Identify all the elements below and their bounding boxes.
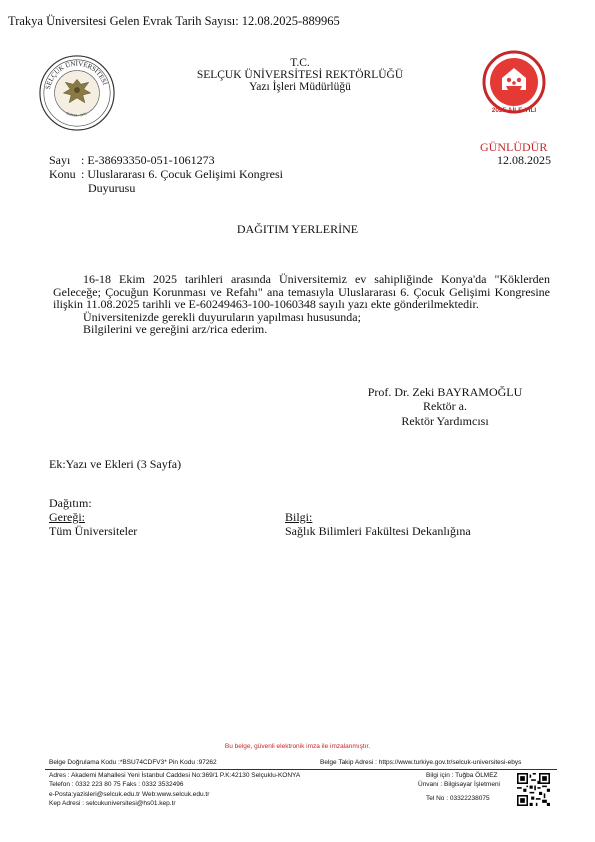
e-signature-note: Bu belge, güvenli elektronik imza ile imzalanmıştır. bbox=[224, 743, 371, 750]
info-title: Ünvanı : Bilgisayar İşletmeni bbox=[418, 781, 501, 788]
footer-email-web[interactable]: e-Posta:yazisleri@selcuk.edu.tr Web:www.selcuk.edu.tr bbox=[49, 791, 210, 798]
signer-title-2: Rektör Yardımcısı bbox=[401, 413, 489, 428]
signer-name: Prof. Dr. Zeki BAYRAMOĞLU bbox=[367, 385, 523, 399]
header-department: Yazı İşleri Müdürlüğü bbox=[249, 81, 351, 93]
family-year-caption: 2025 AİLE YILI bbox=[491, 107, 537, 114]
verification-code: Belge Doğrulama Kodu :*BSU74CDFV3* Pin Kodu :97262 bbox=[49, 759, 217, 766]
footer-kep: Kep Adresi : selcukuniversitesi@hs01.kep.tr bbox=[49, 800, 176, 807]
konu-value-line2: Duyurusu bbox=[88, 181, 136, 195]
qr-code bbox=[517, 773, 550, 806]
bilgi-value: Sağlık Bilimleri Fakültesi Dekanlığına bbox=[285, 524, 471, 538]
incoming-document-stamp: Trakya Üniversitesi Gelen Evrak Tarih Sayısı: 12.08.2025-889965 bbox=[8, 14, 340, 28]
tracking-address[interactable]: Belge Takip Adresi : https://www.turkiye.gov.tr/selcuk-universitesi-ebys bbox=[320, 759, 522, 766]
konu-value-line1: : Uluslararası 6. Çocuk Gelişimi Kongresi bbox=[81, 167, 283, 181]
university-seal-logo bbox=[38, 54, 116, 132]
seal-ring-text: SELÇUK ÜNİVERSİTESİ bbox=[44, 60, 108, 90]
sayi-label: Sayı bbox=[49, 153, 71, 167]
info-phone: Tel No : 03322238075 bbox=[426, 795, 490, 802]
info-person: Bilgi için : Tuğba ÖLMEZ bbox=[426, 772, 498, 779]
letterhead bbox=[150, 57, 450, 93]
signer-title-1: Rektör a. bbox=[423, 399, 467, 414]
body-paragraph-3: Bilgilerini ve gereğini arz/rica ederim. bbox=[83, 322, 268, 337]
distribution-label: Dağıtım: bbox=[49, 496, 92, 510]
addressee: DAĞITIM YERLERİNE bbox=[236, 222, 359, 236]
body-paragraph-2: Üniversitenizde gerekli duyuruların yapılması hususunda; bbox=[83, 309, 361, 324]
gereg-label: Gereği: bbox=[49, 510, 85, 524]
footer-phone: Telefon : 0332 223 80 75 Faks : 0332 3532496 bbox=[49, 781, 184, 788]
header-country: T.C. bbox=[290, 57, 310, 69]
konu-label: Konu bbox=[49, 167, 76, 181]
urgency-label: GÜNLÜDÜR bbox=[480, 140, 548, 154]
document-date: 12.08.2025 bbox=[497, 153, 551, 167]
bilgi-label: Bilgi: bbox=[285, 510, 313, 524]
signature-block bbox=[340, 385, 550, 428]
attachment-note: Ek:Yazı ve Ekleri (3 Sayfa) bbox=[49, 457, 182, 471]
gereg-value: Tüm Üniversiteler bbox=[49, 524, 138, 538]
body-paragraph-1: 16-18 Ekim 2025 tarihleri arasında Üniversitemiz ev sahipliğinde Konya'da "Köklerden Geleceğe; Çocuğun Korunması ve Refahı" ana temasıyla Uluslararası 6. Çocuk Gelişimi Kongresine ilişkin 11.08.2025 tarihli ve E-60249463-100-1060348 sayılı yazı ekte gönderilmektedir. bbox=[53, 272, 550, 312]
sayi-value: : E-38693350-051-1061273 bbox=[81, 153, 215, 167]
header-institution: SELÇUK ÜNİVERSİTESİ REKTÖRLÜĞÜ bbox=[196, 69, 404, 81]
footer-divider bbox=[45, 769, 557, 770]
seal-bottom-text: KONYA - 1975 bbox=[65, 111, 88, 118]
letter-body bbox=[53, 273, 550, 336]
footer-address: Adres : Akademi Mahallesi Yeni İstanbul Caddesi No:369/1 P.K:42130 Selçuklu-KONYA bbox=[49, 772, 301, 779]
